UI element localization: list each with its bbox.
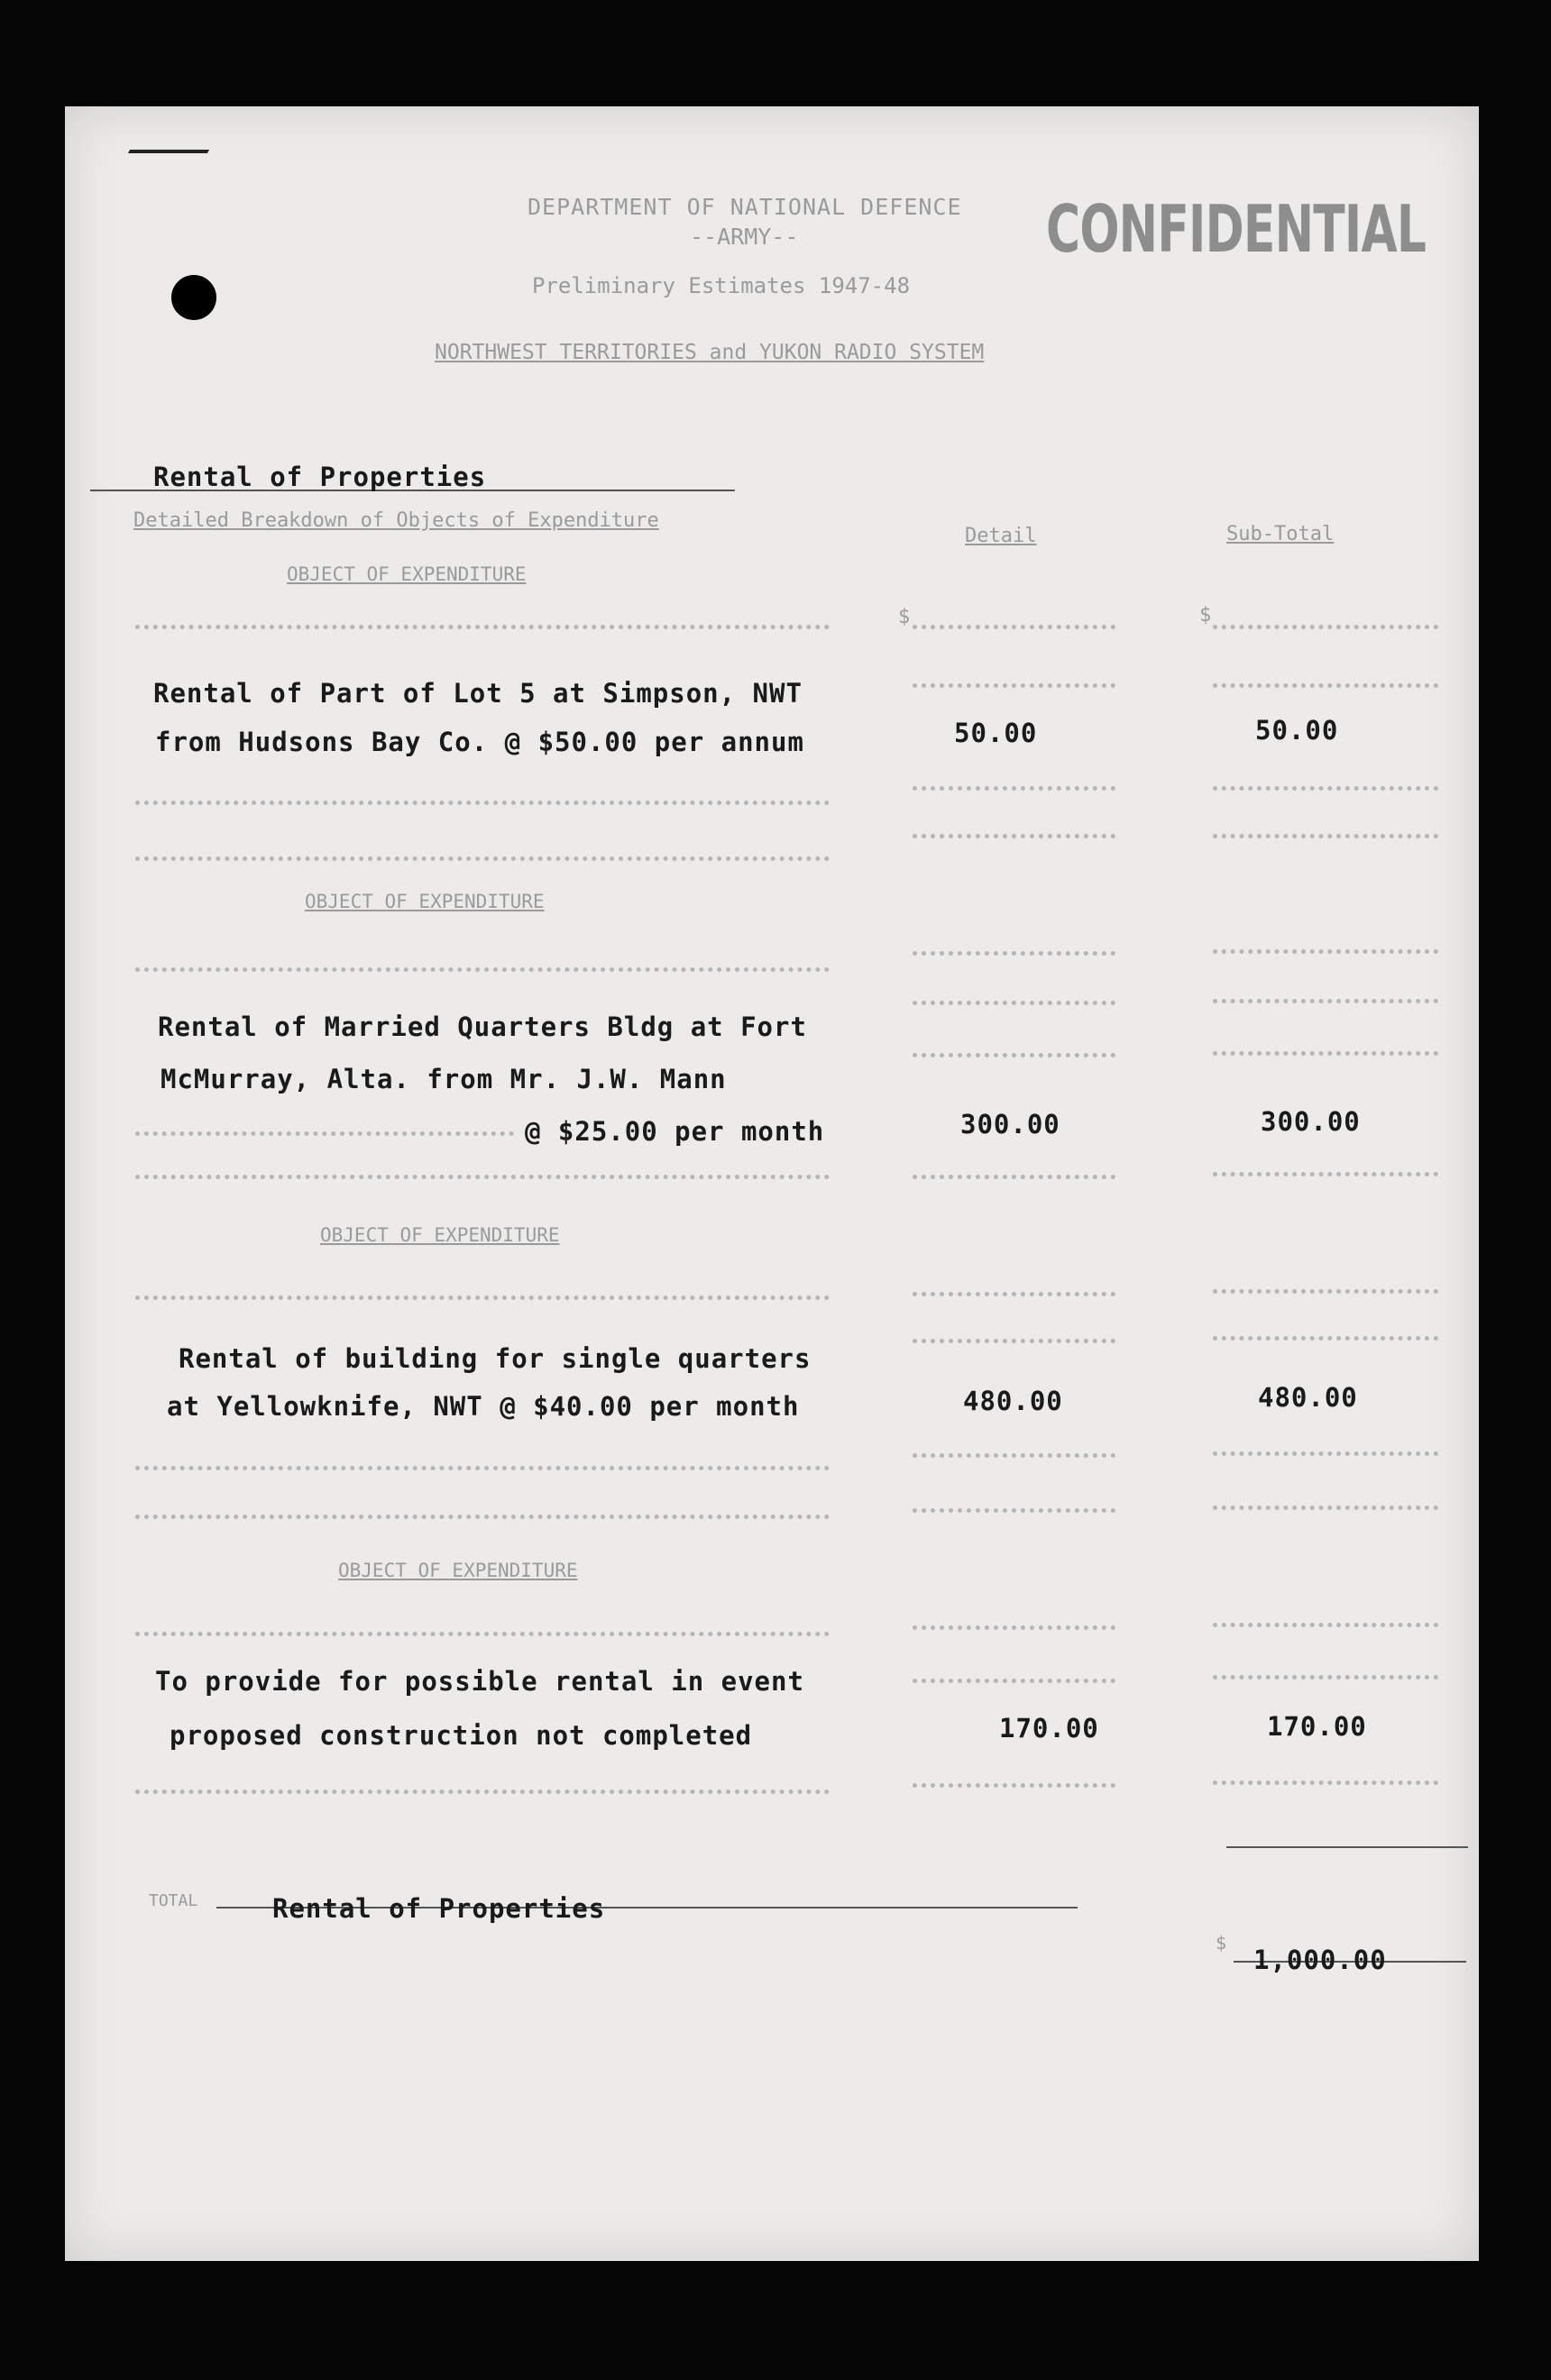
dotted-line <box>1213 1172 1438 1176</box>
dotted-line <box>913 1453 1115 1458</box>
dotted-line <box>135 967 830 972</box>
dotted-line <box>1213 1780 1438 1785</box>
item-description-line: Rental of Part of Lot 5 at Simpson, NWT <box>153 678 803 709</box>
item-description-line: from Hudsons Bay Co. @ $50.00 per annum <box>155 727 804 757</box>
dotted-line <box>1213 683 1438 688</box>
total-dollar-sign: $ <box>1216 1932 1227 1954</box>
branch-heading: --ARMY-- <box>690 224 799 250</box>
department-heading: DEPARTMENT OF NATIONAL DEFENCE <box>528 194 962 220</box>
dotted-line <box>1213 999 1438 1003</box>
dotted-line <box>135 1466 830 1470</box>
dotted-line <box>135 801 830 805</box>
item-description-line: Rental of building for single quarters <box>179 1343 812 1374</box>
subtotal-amount: 300.00 <box>1261 1106 1361 1137</box>
dotted-line <box>1213 1506 1438 1510</box>
detail-amount: 170.00 <box>999 1713 1099 1744</box>
dotted-line <box>913 1001 1115 1005</box>
dotted-line <box>1213 625 1438 629</box>
subtotal-amount: 50.00 <box>1255 715 1339 746</box>
breakdown-label: Detailed Breakdown of Objects of Expenditure <box>133 509 659 532</box>
detail-amount: 480.00 <box>963 1386 1063 1416</box>
system-subtitle: NORTHWEST TERRITORIES and YUKON RADIO SYSTEM <box>435 341 985 364</box>
confidential-stamp: CONFIDENTIAL <box>1046 191 1427 267</box>
object-heading: OBJECT OF EXPENDITURE <box>320 1224 560 1246</box>
dotted-line <box>913 1508 1115 1513</box>
object-heading: OBJECT OF EXPENDITURE <box>287 563 527 585</box>
item-description-line: Rental of Married Quarters Bldg at Fort <box>158 1012 807 1042</box>
dotted-line <box>135 1515 830 1519</box>
object-heading: OBJECT OF EXPENDITURE <box>305 891 545 912</box>
dotted-line <box>1213 1623 1438 1627</box>
dotted-line <box>135 1295 830 1300</box>
dotted-line <box>1213 786 1438 791</box>
subtotal-column-header: Sub-Total <box>1226 523 1335 545</box>
dotted-line <box>1213 1336 1438 1341</box>
subtotal-amount: 170.00 <box>1267 1711 1367 1742</box>
dotted-line <box>135 856 830 861</box>
grand-total-amount: 1,000.00 <box>1253 1945 1387 1975</box>
subtotal-rule <box>1226 1846 1468 1848</box>
dollar-sign: $ <box>898 606 911 628</box>
estimates-heading: Preliminary Estimates 1947-48 <box>532 273 911 298</box>
dotted-line <box>1213 834 1438 838</box>
item-description-line: To provide for possible rental in event <box>155 1666 804 1697</box>
dotted-line <box>1213 949 1438 954</box>
dotted-line <box>913 1625 1115 1630</box>
dotted-line <box>135 1632 830 1636</box>
dotted-line <box>913 1783 1115 1788</box>
item-description-line: @ $25.00 per month <box>525 1116 825 1147</box>
dotted-line <box>1213 1289 1438 1294</box>
item-description-line: at Yellowknife, NWT @ $40.00 per month <box>167 1391 800 1422</box>
total-prefix: TOTAL <box>149 1891 198 1910</box>
dotted-line <box>913 1679 1115 1683</box>
dotted-line <box>913 834 1115 838</box>
dotted-line <box>913 1292 1115 1296</box>
dotted-line <box>913 1053 1115 1057</box>
dotted-line <box>1213 1051 1438 1056</box>
total-label: Rental of Properties <box>272 1893 606 1924</box>
dotted-line <box>135 1175 830 1179</box>
dotted-line <box>913 683 1115 688</box>
dotted-line <box>1213 1451 1438 1456</box>
item-description-line: McMurray, Alta. from Mr. J.W. Mann <box>161 1064 727 1094</box>
punch-hole <box>171 275 216 320</box>
staple-mark <box>128 150 209 153</box>
dotted-line <box>913 786 1115 791</box>
section-title: Rental of Properties <box>153 462 487 492</box>
dotted-line <box>913 1175 1115 1179</box>
subtotal-amount: 480.00 <box>1258 1382 1358 1413</box>
dotted-line <box>135 1131 514 1136</box>
dotted-line <box>913 1339 1115 1343</box>
document-page <box>65 106 1479 2261</box>
item-description-line: proposed construction not completed <box>170 1720 753 1751</box>
dotted-line <box>913 951 1115 956</box>
detail-amount: 300.00 <box>960 1109 1060 1140</box>
dotted-line <box>1213 1675 1438 1680</box>
object-heading: OBJECT OF EXPENDITURE <box>338 1560 578 1581</box>
dotted-line <box>135 1790 830 1794</box>
detail-amount: 50.00 <box>954 718 1038 748</box>
dollar-sign: $ <box>1199 604 1212 627</box>
detail-column-header: Detail <box>965 525 1037 547</box>
dotted-line <box>913 625 1115 629</box>
dotted-line <box>135 625 830 629</box>
